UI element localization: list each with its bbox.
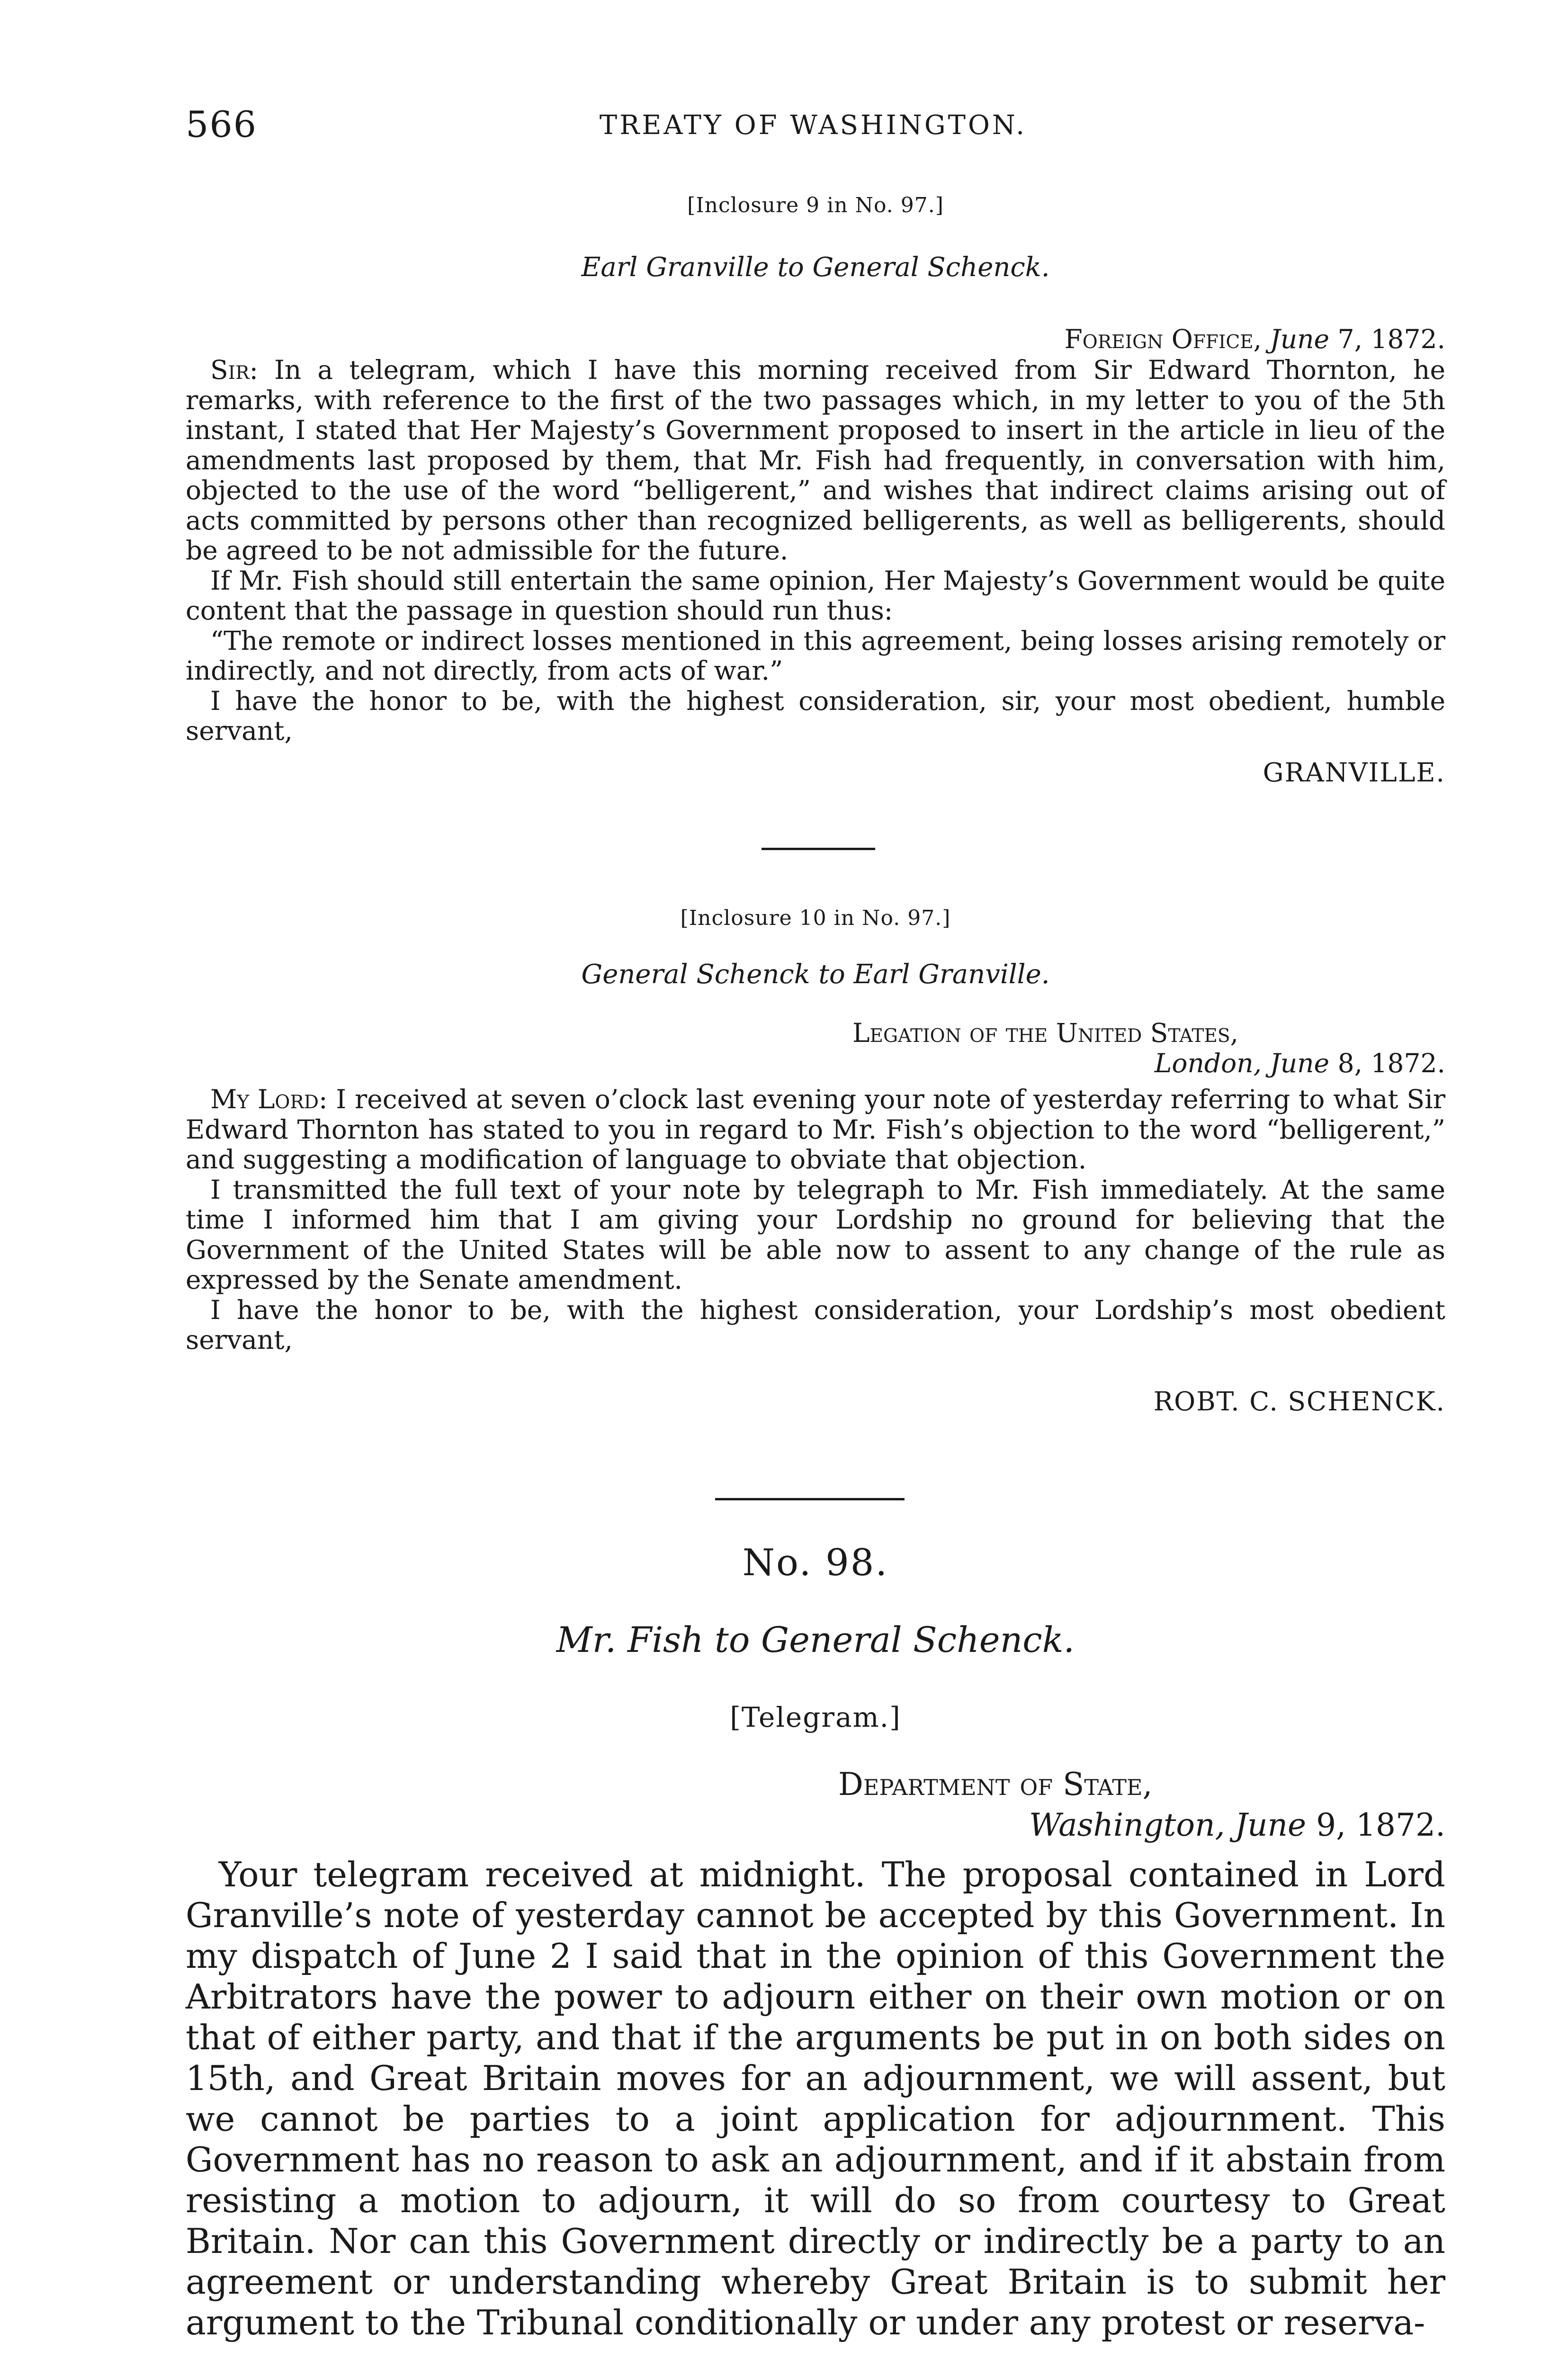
letter1-body bbox=[186, 355, 1445, 746]
letter3-heading: Mr. Fish to General Schenck. bbox=[556, 1620, 1075, 1660]
letter1-heading: Earl Granville to General Schenck. bbox=[581, 252, 1050, 283]
letter2-paragraph-2: I transmitted the full text of your note by telegraph to Mr. Fish immediately. At the same time I informed him that I am giving your Lordship no ground for believing that the Government of the United States will be able now to assent to any change of the rule as expressed by the Senate amendment. bbox=[186, 1174, 1445, 1295]
letter3-body bbox=[186, 1854, 1445, 2343]
letter2-paragraph-1-text: : I received at seven o’clock last evening your note of yesterday referring to what Sir Edward Thornton has stated to you in regard to Mr. Fish’s objection to the word “belligerent,” and suggesting a modification of language to obviate that objection. bbox=[186, 1084, 1445, 1175]
letter2-body bbox=[186, 1085, 1445, 1355]
letter2-heading: General Schenck to Earl Granville. bbox=[581, 959, 1050, 990]
letter1-paragraph-4: I have the honor to be, with the highest consideration, sir, your most obedient, humble servant, bbox=[186, 685, 1445, 746]
letter2-signature: ROBT. C. SCHENCK. bbox=[1153, 1386, 1445, 1417]
letter3-dateline bbox=[186, 1764, 1445, 1846]
inclosure-9-label: [Inclosure 9 in No. 97.] bbox=[687, 193, 944, 217]
letter1-salutation: Sir bbox=[210, 355, 250, 385]
letter2-date-rest: 8, 1872. bbox=[1337, 1048, 1445, 1078]
letter1-paragraph-2: If Mr. Fish should still entertain the same opinion, Her Majesty’s Government would be quite content that the passage in question should run thus: bbox=[186, 565, 1445, 626]
section-divider-1 bbox=[762, 848, 875, 850]
letter3-date bbox=[186, 1805, 1445, 1846]
letter1-paragraph-3: “The remote or indirect losses mentioned in this agreement, being losses arising remotely or indirectly, and not directly, from acts of war.” bbox=[186, 625, 1445, 686]
letter2-dateline bbox=[186, 1018, 1445, 1078]
document-number: No. 98. bbox=[742, 1542, 889, 1584]
letter1-date-month: June bbox=[1270, 324, 1330, 354]
letter2-salutation: My Lord bbox=[210, 1084, 319, 1114]
letter1-dateline bbox=[186, 324, 1445, 355]
running-head bbox=[186, 103, 1441, 155]
letter1-date-rest: 7, 1872. bbox=[1337, 324, 1445, 354]
letter3-city-month: Washington, June bbox=[1029, 1807, 1307, 1843]
section-divider-2 bbox=[715, 1498, 905, 1500]
inclosure-10-label: [Inclosure 10 in No. 97.] bbox=[680, 906, 951, 930]
running-title: TREATY OF WASHINGTON. bbox=[599, 110, 1027, 141]
letter2-city-month: London, June bbox=[1154, 1048, 1330, 1078]
letter3-paragraph: Your telegram received at midnight. The proposal contained in Lord Granville’s note of yesterday cannot be accepted by this Government. In my dispatch of June 2 I said that in the opinion of this Government the Arbitrators have the power to adjourn either on their own motion or on that of either party, and that if the arguments be put in on both sides on 15th, and Great Britain moves for an adjournment, we will assent, but we cannot be parties to a joint application for adjournment. This Government has no reason to ask an adjournment, and if it abstain from resisting a motion to adjourn, it will do so from courtesy to Great Britain. Nor can this Government directly or indirectly be a party to an agreement or understanding whereby Great Britain is to submit her argument to the Tribunal conditionally or under any protest or reserva- bbox=[186, 1855, 1445, 2342]
letter2-place: Legation of the United States, bbox=[852, 1018, 1239, 1048]
letter3-place: Department of State, bbox=[838, 1766, 1153, 1803]
page-number: 566 bbox=[186, 103, 258, 145]
letter2-paragraph-3: I have the honor to be, with the highest consideration, your Lordship’s most obedient servant, bbox=[186, 1294, 1445, 1355]
letter1-place: Foreign Office, bbox=[1064, 324, 1262, 354]
telegram-label: [Telegram.] bbox=[730, 1701, 901, 1733]
letter2-date bbox=[186, 1049, 1445, 1079]
letter2-paragraph-1 bbox=[186, 1085, 1445, 1175]
letter1-paragraph-1 bbox=[186, 355, 1445, 566]
letter1-paragraph-1-text: : In a telegram, which I have this morning received from Sir Edward Thornton, he remarks, with reference to the first of the two passages which, in my letter to you of the 5th instant, I stated that Her Majesty’s Government proposed to insert in the article in lieu of the amendments last proposed by them, that Mr. Fish had frequently, in conversation with him, objected to the use of the word “belligerent,” and wishes that indirect claims arising out of acts committed by persons other than recognized belligerents, as well as belligerents, should be agreed to be not admissible for the future. bbox=[186, 355, 1445, 565]
letter1-signature: GRANVILLE. bbox=[1263, 757, 1445, 788]
letter3-date-rest: 9, 1872. bbox=[1316, 1807, 1445, 1843]
